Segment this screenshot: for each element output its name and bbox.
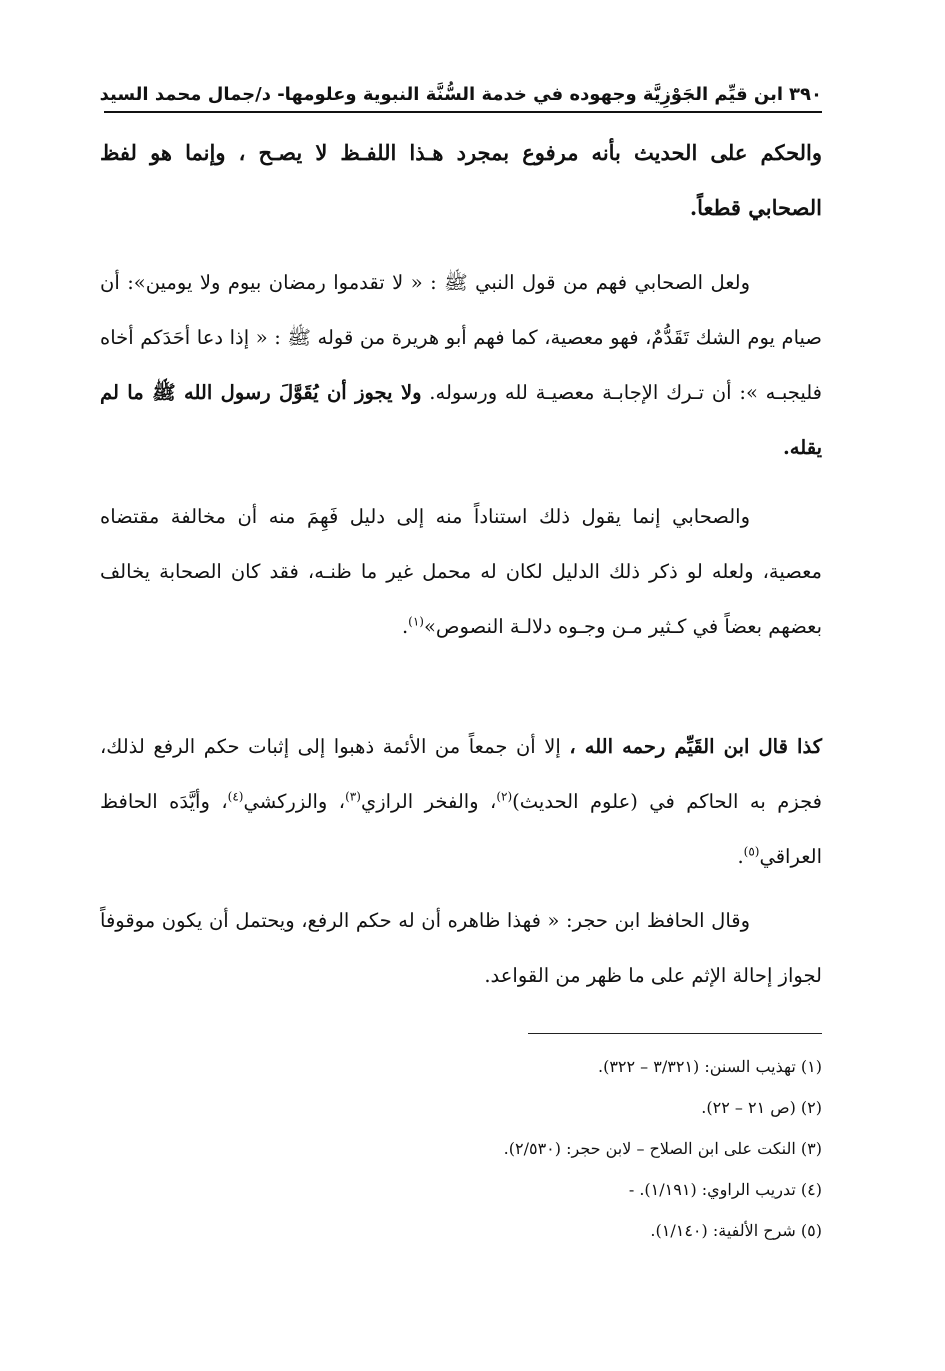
paragraph-4-text-d: ، وأيَّدَه الحافظ العراقي [100, 790, 822, 868]
paragraph-3-end: . [401, 615, 409, 638]
footnote-5: (٥) شرح الألفية: (١/١٤٠). [650, 1221, 822, 1240]
footnote-ref-2[interactable]: (٢) [496, 789, 513, 804]
page-number: ٣٩٠ [789, 84, 822, 105]
running-header [99, 82, 822, 108]
paragraph-1: والحكم على الحديث بأنه مرفوع بمجرد هـذا اللفـظ لا يصـح ، وإنما هو لفظ الصحابي قطعاً. [100, 140, 822, 220]
footnote-ref-1[interactable]: (١) [408, 614, 424, 629]
footnote-rule [528, 1033, 822, 1034]
paragraph-5: وقال الحافظ ابن حجر: « فهذا ظاهره أن له حكم الرفع، ويحتمل أن يكون موقوفاً لجواز إحالة الإثم على ما ظهر من القواعد. [100, 909, 822, 987]
paragraph-4-text-a: إلا أن جمعاً من الأئمة ذهبوا إلى إثبات حكم الرفع لذلك، فجزم به الحاكم في (علوم الحديث) [100, 735, 822, 813]
paragraph-2-bold-tail: ولا يجوز أن يُقَوَّلَ رسول الله ﷺ ما لم يقله. [100, 381, 822, 459]
footnote-1: (١) تهذيب السنن: (٣/٣٢١ – ٣٢٢). [597, 1057, 822, 1076]
paragraph-2 [100, 255, 822, 475]
paragraph-4-bold-lead: كذا قال ابن القَيِّم رحمه الله ، [569, 735, 822, 758]
paragraph-4-text-b: ، والفخر الرازي [360, 790, 497, 813]
footnote-4: (٤) تدريب الراوي: (١/١٩١). - [628, 1180, 822, 1199]
footnote-2: (٢) (ص ٢١ – ٢٢). [701, 1098, 822, 1117]
paragraph-3 [100, 489, 822, 654]
paragraph-4-end: . [737, 845, 744, 868]
footnote-3: (٣) النكت على ابن الصلاح – لابن حجر: (٢/٥٣٠). [503, 1139, 822, 1158]
header-rule [104, 111, 822, 113]
paragraph-4 [100, 719, 822, 884]
footnote-ref-5[interactable]: (٥) [743, 844, 760, 859]
running-title: ابن قيِّم الجَوْزِيَّة وجهوده في خدمة السُّنَّة النبوية وعلومها- د/جمال محمد السيد [99, 84, 784, 105]
footnote-ref-3[interactable]: (٣) [345, 789, 361, 804]
paragraph-3-text: والصحابي إنما يقول ذلك استناداً منه إلى دليل فَهِمَ منه أن مخالفة مقتضاه معصية، ولعله لو ذكر ذلك الدليل لكان له محمل غير ما ظنـه، فقد كان الصحابة يخالف بعضهم بعضاً في كـثير مـن وجـوه دلالـة النصوص» [100, 505, 822, 638]
footnotes [300, 1046, 822, 1251]
footnote-ref-4[interactable]: (٤) [227, 789, 244, 804]
paragraph-2-text: ولعل الصحابي فهم من قول النبي ﷺ : « لا تقدموا رمضان بيوم ولا يومين»: أن صيام يوم الشك تَقَدُّمٌ، فهو معصية، كما فهم أبو هريرة من قوله ﷺ : « إذا دعا أحَدَكم أخاه فليجبـه »: أن تـرك الإجابـة معصيـة لله ورسوله. [100, 271, 822, 404]
paragraph-4-text-c: ، والزركشي [243, 790, 346, 813]
